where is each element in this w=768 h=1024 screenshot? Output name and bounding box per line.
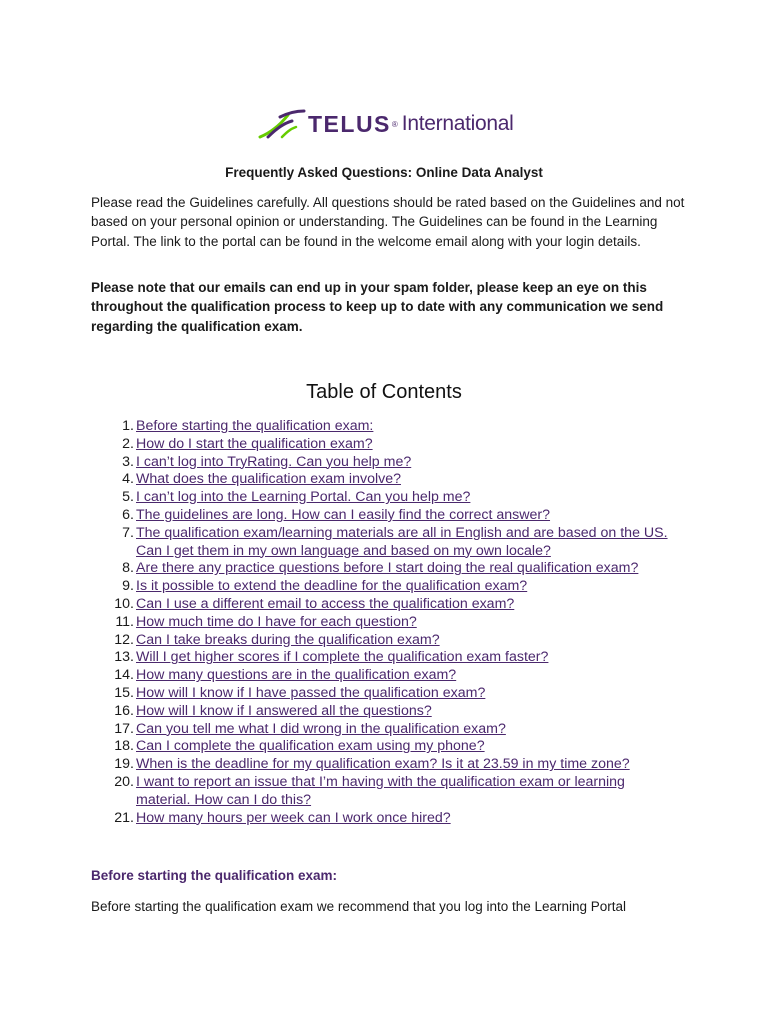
toc-item-link[interactable]: When is the deadline for my qualification exam? Is it at 23.59 in my time zone?	[136, 756, 630, 773]
logo-registered-mark: ®	[391, 119, 398, 129]
toc-item-link[interactable]: How much time do I have for each question?	[136, 613, 417, 630]
toc-item-number: 14.	[114, 667, 134, 684]
logo-brand-text: TELUS	[308, 110, 391, 137]
toc-item-link[interactable]: What does the qualification exam involve?	[136, 471, 401, 488]
toc-item-link[interactable]: Can I take breaks during the qualification exam?	[136, 631, 440, 648]
toc-item	[100, 632, 700, 650]
toc-item	[100, 614, 700, 632]
toc-item	[100, 810, 700, 828]
toc-item-link[interactable]: I want to report an issue that I’m having with the qualification exam or learning material. How can I do this?	[136, 773, 625, 808]
toc-item-number: 7.	[122, 524, 134, 541]
document-title: Frequently Asked Questions: Online Data Analyst	[225, 165, 543, 180]
toc-item-link[interactable]: Can I complete the qualification exam using my phone?	[136, 738, 485, 755]
toc-item-link[interactable]: How will I know if I have passed the qualification exam?	[136, 684, 486, 701]
toc-item-link[interactable]: Are there any practice questions before I start doing the real qualification exam?	[136, 560, 639, 577]
toc-item	[100, 738, 700, 756]
table-of-contents	[100, 418, 700, 827]
toc-item	[100, 489, 700, 507]
toc-item	[100, 471, 700, 489]
toc-item-number: 16.	[114, 702, 134, 719]
toc-item-link[interactable]: I can’t log into TryRating. Can you help me?	[136, 453, 412, 470]
toc-item-link[interactable]: How do I start the qualification exam?	[136, 435, 373, 452]
toc-item-number: 20.	[114, 773, 134, 790]
toc-item-number: 3.	[122, 453, 134, 470]
toc-item	[100, 667, 700, 685]
toc-item-number: 17.	[114, 720, 134, 737]
toc-item-number: 5.	[122, 489, 134, 506]
toc-item-number: 10.	[114, 595, 134, 612]
section-heading: Before starting the qualification exam:	[91, 868, 338, 883]
toc-item	[100, 756, 700, 774]
spam-warning-paragraph: Please note that our emails can end up in your spam folder, please keep an eye on this throughout the qualification process to keep up to date with any communication we send regarding the qualification exam.	[91, 280, 664, 334]
toc-item-link[interactable]: Before starting the qualification exam:	[136, 418, 374, 434]
toc-item	[100, 685, 700, 703]
telus-leaf-icon	[258, 107, 306, 141]
toc-item-link[interactable]: Can I use a different email to access the qualification exam?	[136, 595, 515, 612]
toc-item	[100, 774, 700, 810]
toc-item-number: 1.	[122, 418, 134, 434]
toc-item-link[interactable]: I can’t log into the Learning Portal. Can you help me?	[136, 489, 471, 506]
logo-suffix-text: International	[401, 112, 514, 135]
toc-item-number: 12.	[114, 631, 134, 648]
toc-item-number: 11.	[115, 613, 134, 630]
toc-item	[100, 596, 700, 614]
toc-item-link[interactable]: Will I get higher scores if I complete the qualification exam faster?	[136, 649, 549, 666]
toc-item-number: 18.	[114, 738, 134, 755]
toc-heading: Table of Contents	[306, 381, 462, 403]
telus-international-logo	[258, 106, 518, 142]
toc-item-link[interactable]: How many hours per week can I work once hired?	[136, 809, 451, 826]
toc-item	[100, 649, 700, 667]
toc-item-number: 6.	[122, 506, 134, 523]
toc-item-number: 4.	[122, 471, 134, 488]
toc-item-link[interactable]: Can you tell me what I did wrong in the qualification exam?	[136, 720, 506, 737]
toc-item	[100, 418, 700, 436]
toc-item-link[interactable]: The qualification exam/learning materials are all in English and are based on the US. Can I get them in my own language and based on my own locale?	[136, 524, 668, 559]
section-body-text: Before starting the qualification exam we recommend that you log into the Learning Portal	[91, 899, 627, 914]
toc-item-link[interactable]: How many questions are in the qualification exam?	[136, 667, 457, 684]
toc-item	[100, 454, 700, 472]
toc-item-number: 13.	[114, 649, 134, 666]
toc-item	[100, 721, 700, 739]
intro-paragraph: Please read the Guidelines carefully. All questions should be rated based on the Guidelines and not based on your personal opinion or understanding. The Guidelines can be found in the Learning Portal. The link to the portal can be found in the welcome email along with your login details.	[91, 195, 685, 249]
toc-item-number: 21.	[114, 809, 134, 826]
toc-item	[100, 436, 700, 454]
toc-item	[100, 525, 700, 561]
toc-item-link[interactable]: Is it possible to extend the deadline for the qualification exam?	[136, 578, 528, 595]
toc-item-link[interactable]: How will I know if I answered all the questions?	[136, 702, 432, 719]
toc-item-number: 15.	[114, 684, 134, 701]
toc-item-number: 2.	[122, 435, 134, 452]
toc-item	[100, 578, 700, 596]
toc-item-number: 8.	[122, 560, 134, 577]
toc-item	[100, 507, 700, 525]
toc-item-number: 19.	[114, 756, 134, 773]
toc-item	[100, 703, 700, 721]
toc-item	[100, 560, 700, 578]
toc-item-link[interactable]: The guidelines are long. How can I easily find the correct answer?	[136, 506, 551, 523]
toc-item-number: 9.	[122, 578, 134, 595]
